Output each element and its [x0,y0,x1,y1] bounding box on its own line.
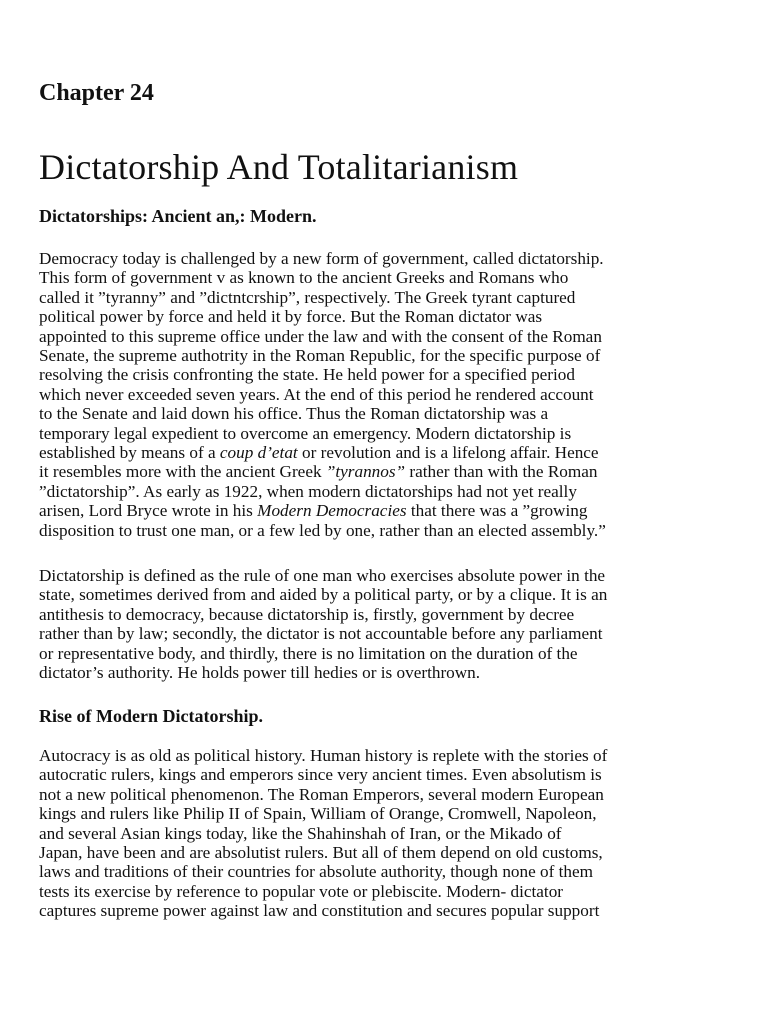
text-line [39,746,739,765]
text-line [39,365,739,384]
text-segment: dictator’s authority. He holds power till hedies or is overthrown. [39,663,481,683]
text-line [39,424,739,443]
text-line [39,785,739,804]
text-line [39,346,739,365]
text-segment: arisen, Lord Bryce wrote in his [39,501,258,521]
chapter-label: Chapter 24 [39,80,154,106]
text-segment: resolving the crisis confronting the state. He held power for a specified period [39,365,575,385]
italic-text: Modern Democracies [257,501,407,521]
section-heading: Dictatorships: Ancient an,: Modern. [39,206,317,226]
text-segment: antithesis to democracy, because dictatorship is, firstly, government by decree [39,604,575,624]
text-segment: political power by force and held it by force. But the Roman dictator was [39,307,543,327]
text-segment: tests its exercise by reference to popular vote or plebiscite. Modern- dictator [39,881,564,901]
text-segment: it resembles more with the ancient Greek [39,462,326,482]
italic-text: ”tyrannos” [325,462,406,482]
text-segment: and several Asian kings today, like the Shahinshah of Iran, or the Mikado of [39,823,562,843]
text-line [39,663,739,682]
text-segment: This form of government v as known to the ancient Greeks and Romans who [39,268,569,288]
text-segment: state, sometimes derived from and aided by a political party, or by a clique. It is an [39,585,608,605]
text-line [39,443,739,462]
text-line [39,605,739,624]
text-segment: appointed to this supreme office under the law and with the consent of the Roman [39,326,602,346]
text-line [39,566,739,585]
text-line [39,385,739,404]
italic-text: coup d’etat [219,443,298,463]
text-line [39,404,739,423]
text-line [39,585,739,604]
text-line [39,901,739,920]
text-segment: rather than by law; secondly, the dictator is not accountable before any parliament [39,624,603,644]
paragraph [39,249,739,540]
text-segment: not a new political phenomenon. The Roman Emperors, several modern European [39,784,604,804]
text-segment: Japan, have been and are absolutist rulers. But all of them depend on old customs, [39,843,603,863]
text-segment: disposition to trust one man, or a few led by one, rather than an elected assembly.” [39,520,606,540]
text-segment: captures supreme power against law and constitution and secures popular support [39,901,600,921]
text-segment: Dictatorship is defined as the rule of one man who exercises absolute power in the [39,566,606,585]
paragraph [39,566,739,682]
text-line [39,482,739,501]
text-line [39,327,739,346]
text-segment: temporary legal expedient to overcome an emergency. Modern dictatorship is [39,423,572,443]
text-line [39,862,739,881]
text-line [39,804,739,823]
text-segment: or representative body, and thirdly, there is no limitation on the duration of the [39,643,578,663]
text-segment: called it ”tyranny” and ”dictntcrship”, respectively. The Greek tyrant captured [39,287,576,307]
text-line [39,882,739,901]
text-segment: Autocracy is as old as political history. Human history is replete with the stories of [39,746,608,765]
text-line [39,624,739,643]
text-segment: Senate, the supreme authotrity in the Roman Republic, for the specific purpose of [39,346,601,366]
text-segment: autocratic rulers, kings and emperors since very ancient times. Even absolutism is [39,765,602,785]
text-segment: established by means of a [39,443,220,463]
text-segment: laws and traditions of their countries for absolute authority, though none of them [39,862,594,882]
text-line [39,288,739,307]
chapter-title: Dictatorship And Totalitarianism [39,147,519,187]
text-segment: rather than with the Roman [405,462,598,482]
text-segment: which never exceeded seven years. At the end of this period he rendered account [39,384,594,404]
text-line [39,501,739,520]
text-segment: Democracy today is challenged by a new form of government, called dictatorship. [39,249,604,268]
text-segment: kings and rulers like Philip II of Spain, William of Orange, Cromwell, Napoleon, [39,804,597,824]
text-line [39,843,739,862]
text-segment: that there was a ”growing [406,501,588,521]
text-segment: or revolution and is a lifelong affair. Hence [297,443,599,463]
text-line [39,249,739,268]
text-line [39,644,739,663]
text-line [39,307,739,326]
text-segment: to the Senate and laid down his office. Thus the Roman dictatorship was a [39,404,549,424]
text-line [39,521,739,540]
section-heading: Rise of Modern Dictatorship. [39,706,263,726]
text-line [39,824,739,843]
paragraph [39,746,739,921]
text-line [39,765,739,784]
text-segment: ”dictatorship”. As early as 1922, when modern dictatorships had not yet really [39,481,577,501]
text-line [39,462,739,481]
text-line [39,268,739,287]
